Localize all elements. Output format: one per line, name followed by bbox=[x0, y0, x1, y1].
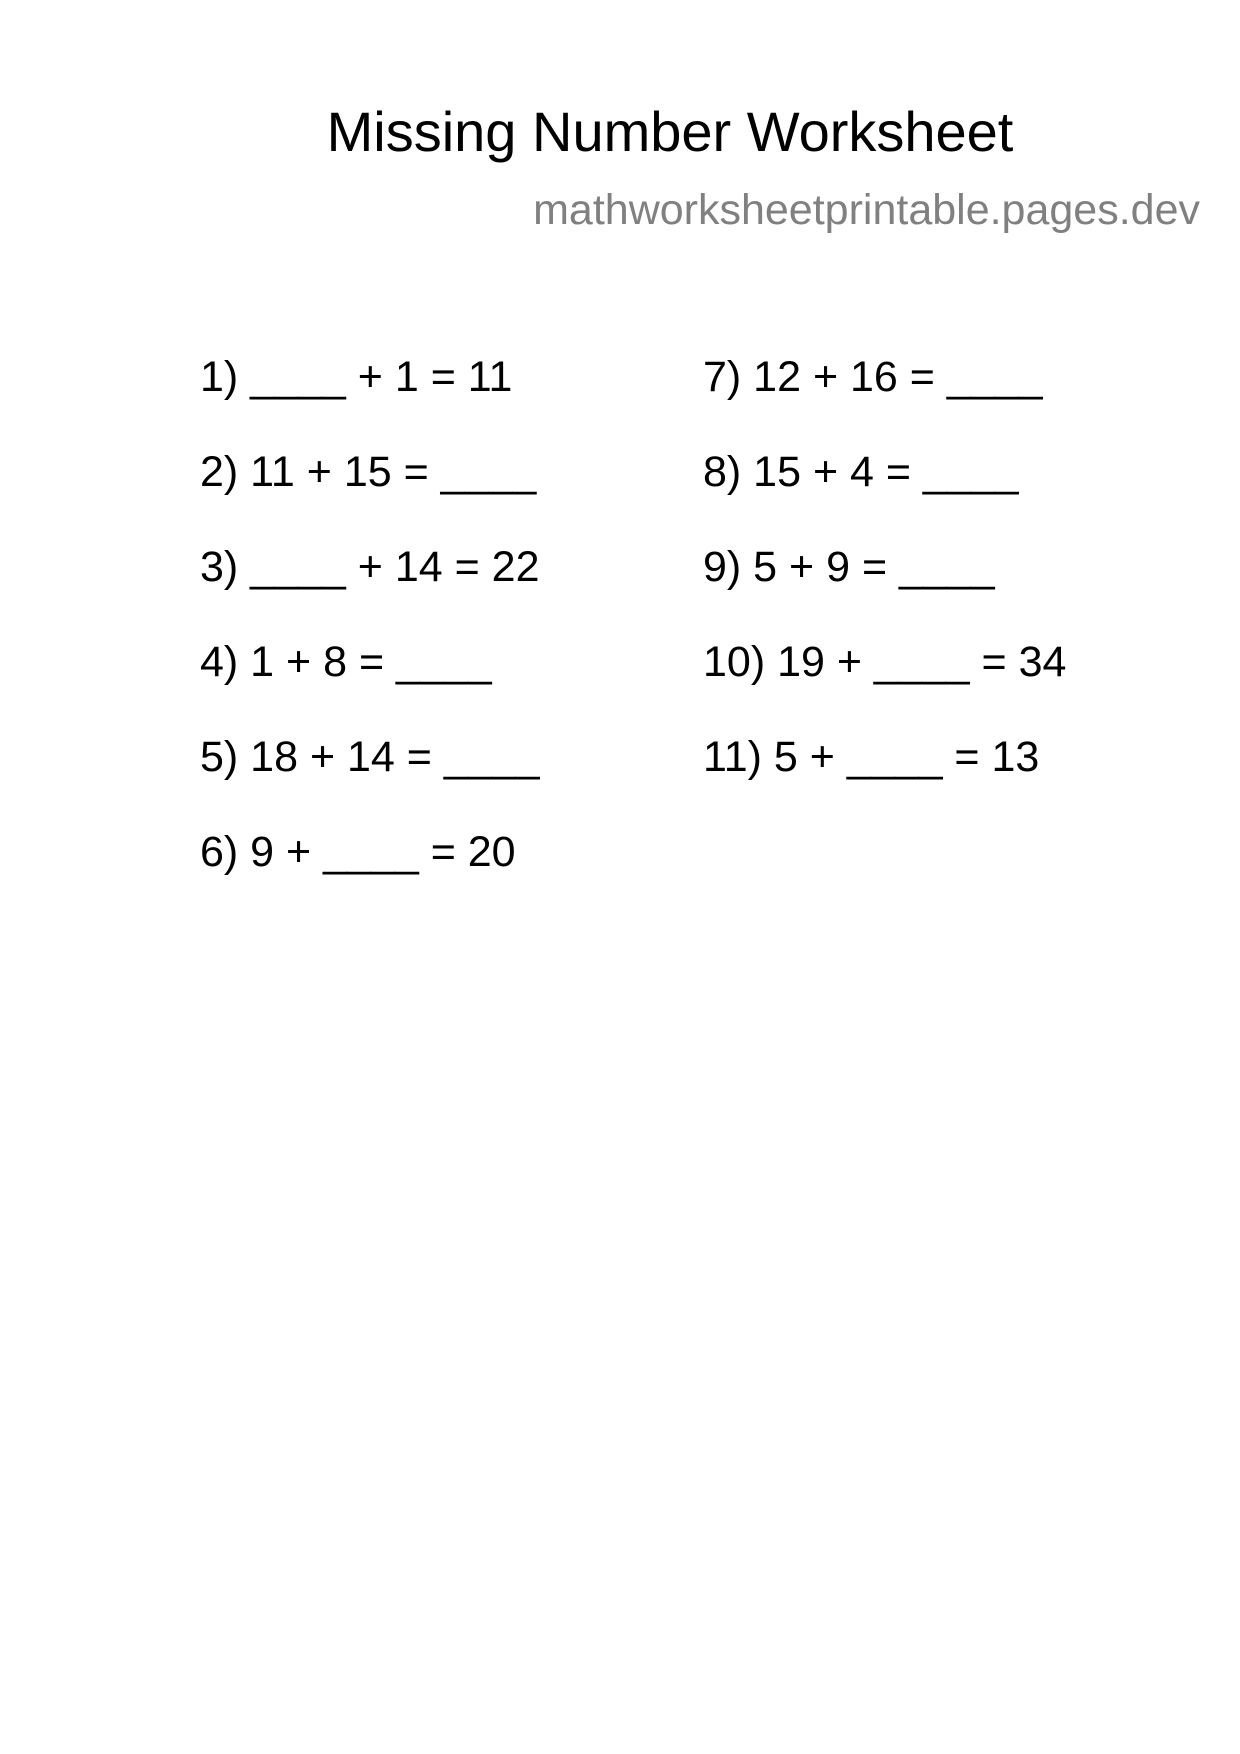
site-url: mathworksheetprintable.pages.dev bbox=[533, 186, 1200, 234]
problem-7: 7) 12 + 16 = ____ bbox=[703, 353, 1043, 401]
page-title: Missing Number Worksheet bbox=[326, 100, 1014, 163]
problem-column-right bbox=[703, 350, 1066, 825]
problem-1: 1) ____ + 1 = 11 bbox=[200, 353, 513, 401]
problem-column-left bbox=[200, 350, 540, 920]
problem-9: 9) 5 + 9 = ____ bbox=[703, 543, 995, 591]
problem-10: 10) 19 + ____ = 34 bbox=[703, 638, 1067, 686]
problem-2: 2) 11 + 15 = ____ bbox=[200, 448, 537, 496]
problem-3: 3) ____ + 14 = 22 bbox=[200, 543, 540, 591]
problem-4: 4) 1 + 8 = ____ bbox=[200, 638, 492, 686]
problem-11: 11) 5 + ____ = 13 bbox=[703, 733, 1040, 781]
problem-8: 8) 15 + 4 = ____ bbox=[703, 448, 1019, 496]
problem-6: 6) 9 + ____ = 20 bbox=[200, 828, 516, 876]
problem-5: 5) 18 + 14 = ____ bbox=[200, 733, 540, 781]
